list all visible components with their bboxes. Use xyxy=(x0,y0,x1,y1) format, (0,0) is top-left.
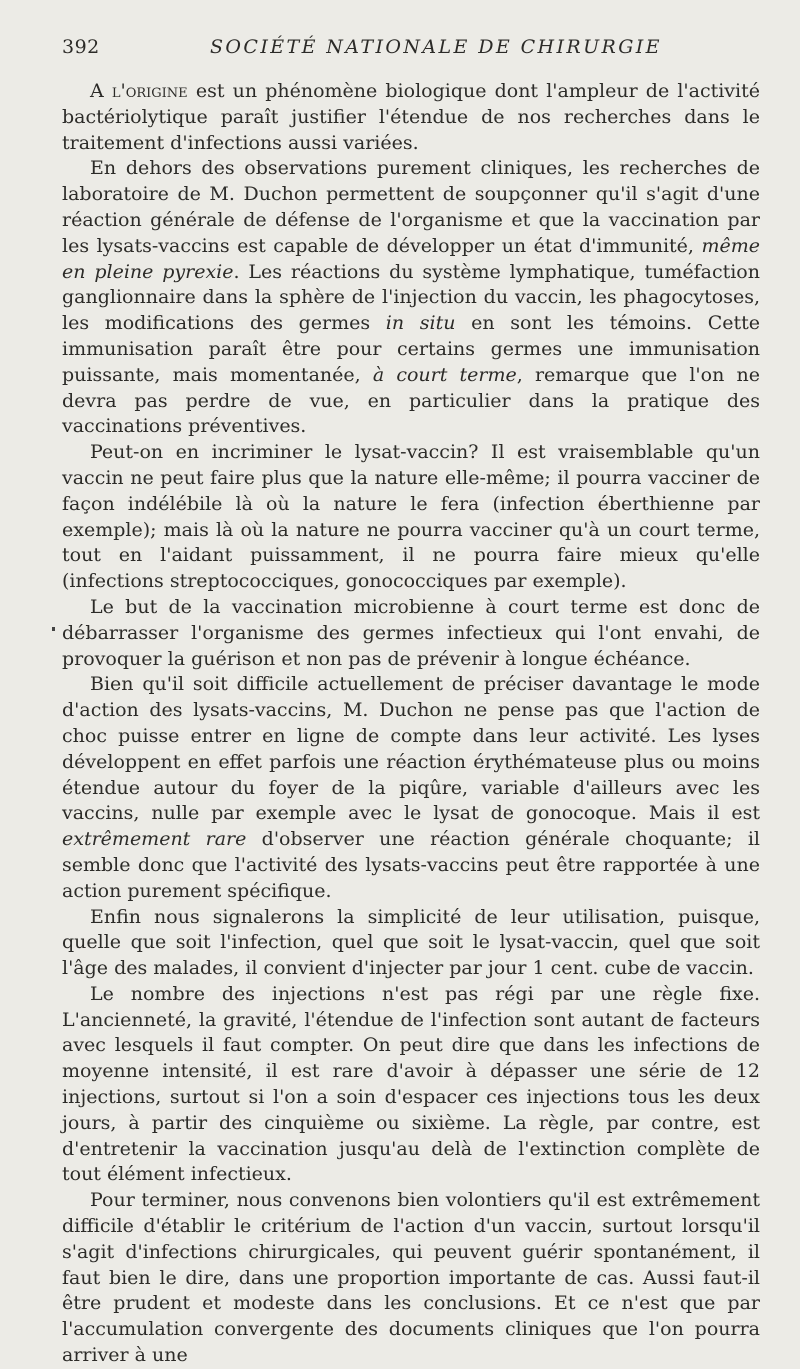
paragraph-2-part-c: en sont les témoins. Cette immunisation paraît être pour certains germes une immunisation puissante, mais momentanée, xyxy=(62,312,760,386)
page-number: 392 xyxy=(62,36,100,58)
paragraph-1-text: est un phénomène biologique dont l'ampleur de l'activité bactériolytique paraît justifier l'étendue de nos recherches dans le traitement d'infections aussi variées. xyxy=(62,80,760,154)
paragraph-2-part-d: , remarque que l'on ne devra pas perdre de vue, en particulier dans la pratique des vaccinations préventives. xyxy=(62,363,760,438)
paragraph-8: Pour terminer, nous convenons bien volontiers qu'il est extrêmement difficile d'établir le critérium de l'action d'un vaccin, surtout lorsqu'il s'agit d'infections chirurgicales, qui peuvent guérir spontanément, il faut bien le dire, dans une proportion importante de cas. Aussi faut-il être prudent et modeste dans les conclusions. Et ce n'est que par l'accumulation convergente des documents cliniques que l'on pourra arriver à une xyxy=(62,1189,760,1367)
paragraph-2-emphasis-3: à court terme xyxy=(372,363,517,386)
paragraph-2 xyxy=(62,156,760,440)
paragraph-7: Le nombre des injections n'est pas régi par une règle fixe. L'ancienneté, la gravité, l'étendue de l'infection sont autant de facteurs avec lesquels il faut compter. On peut dire que dans les infections de moyenne intensité, il est rare d'avoir à dépasser une série de 12 injections, surtout si l'on a soin d'espacer ces injections tous les deux jours, à partir des cinquième ou sixième. La règle, par contre, est d'entretenir la vaccination jusqu'au delà de l'extinction complète de tout élément infectieux. xyxy=(62,982,760,1186)
paragraph-5-emphasis: extrêmement rare xyxy=(62,828,247,851)
paragraph-1-lead: A l'origine xyxy=(90,80,188,102)
paragraph-2-emphasis-1: même en pleine pyrexie xyxy=(62,234,760,283)
paragraph-4: Le but de la vaccination microbienne à court terme est donc de débarrasser l'organisme des germes infectieux qui l'ont envahi, de provoquer la guérison et non pas de prévenir à longue échéance. xyxy=(62,595,760,670)
body-text xyxy=(62,79,760,1369)
paragraph-5-part-a: Bien qu'il soit difficile actuellement de préciser davantage le mode d'action des lysats-vaccins, M. Duchon ne pense pas que l'action de choc puisse entrer en ligne de compte dans leur activité. Les lyses développent en effet parfois une réaction érythémateuse plus ou moins étendue autour du foyer de la piqûre, variable d'ailleurs avec les vaccins, nulle par exemple avec le lysat de gonocoque. Mais il est xyxy=(62,673,760,825)
paragraph-1 xyxy=(62,79,760,156)
paragraph-2-part-a: En dehors des observations purement cliniques, les recherches de laboratoire de M. Duchon permettent de soupçonner qu'il s'agit d'une réaction générale de défense de l'organisme et que la vaccination par les lysats-vaccins est capable de développer un état d'immunité, xyxy=(62,157,760,257)
paragraph-2-emphasis-2: in situ xyxy=(385,312,456,335)
running-head xyxy=(62,36,762,66)
paragraph-6: Enfin nous signalerons la simplicité de leur utilisation, puisque, quelle que soit l'infection, quel que soit le lysat-vaccin, quel que soit l'âge des malades, il convient d'injecter par jour 1 cent. cube de vaccin. xyxy=(62,905,760,980)
paragraph-3: Peut-on en incriminer le lysat-vaccin? Il est vraisemblable qu'un vaccin ne peut faire plus que la nature elle-même; il pourra vacciner de façon indélébile là où la nature le fera (infection éberthienne par exemple); mais là où la nature ne pourra vacciner qu'à un court terme, tout en l'aidant puissamment, il ne pourra faire mieux qu'elle (infections streptococciques, gonococciques par exemple). xyxy=(62,441,760,593)
paragraph-5-part-b: d'observer une réaction générale choquante; il semble donc que l'activité des lysats-vaccins peut être rapportée à une action purement spécifique. xyxy=(62,828,760,902)
paragraph-2-part-b: . Les réactions du système lymphatique, tuméfaction ganglionnaire dans la sphère de l'injection du vaccin, les phagocytoses, les modifications des germes xyxy=(62,260,760,335)
running-title: SOCIÉTÉ NATIONALE DE CHIRURGIE xyxy=(210,36,662,58)
margin-mark xyxy=(52,627,55,631)
paragraph-5 xyxy=(62,672,760,904)
